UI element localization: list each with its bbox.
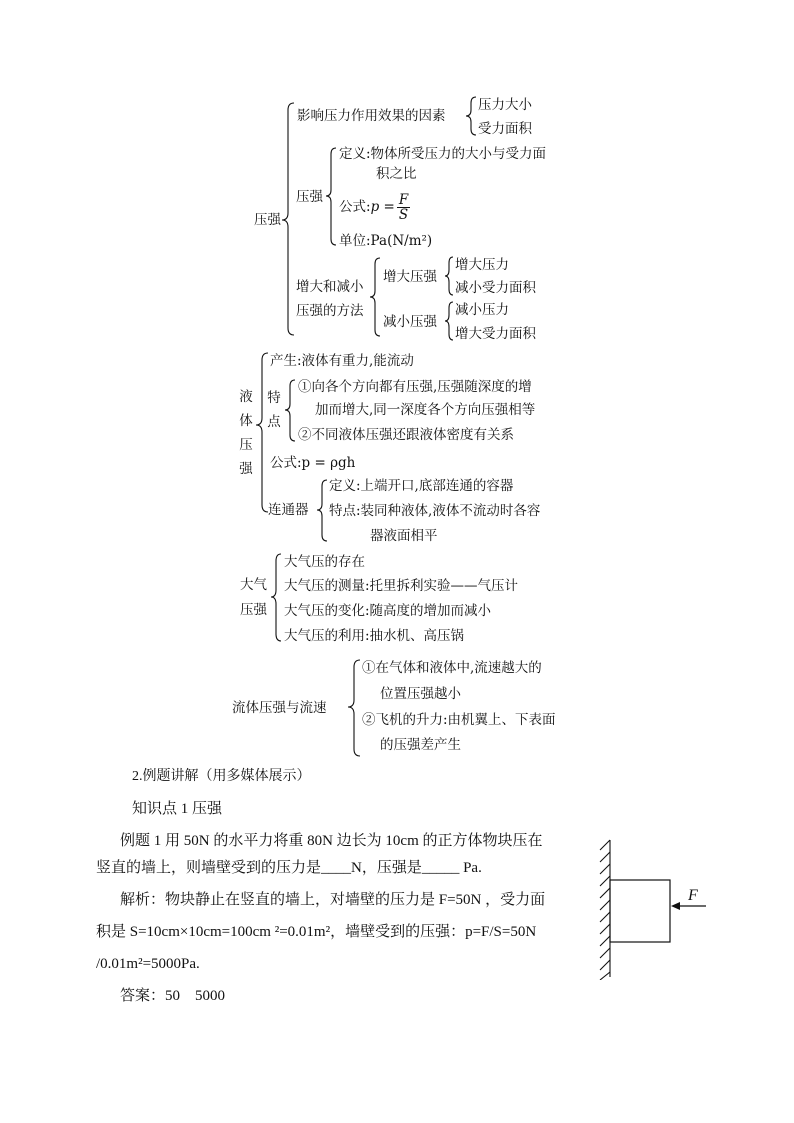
brace-fluid	[348, 660, 360, 756]
liquid-root-char: 体	[239, 413, 253, 429]
fluid-item-1: ①在气体和液体中,流速越大的	[362, 660, 542, 676]
example-question-line: 例题 1 用 50N 的水平力将重 80N 边长为 10cm 的正方体物块压在	[120, 833, 543, 849]
method-item: 减小压力	[455, 302, 509, 318]
force-label: F	[688, 887, 698, 904]
analysis-line: /0.01m²=5000Pa.	[96, 956, 200, 972]
factor-item: 受力面积	[478, 121, 532, 137]
answer-line: 答案：50 5000	[120, 988, 226, 1004]
brace-increase	[445, 257, 453, 295]
brace-features	[285, 380, 295, 441]
brace-atmosphere	[271, 554, 281, 641]
formula-label: 公式:	[339, 199, 371, 215]
pressure-root-label: 压强	[254, 212, 281, 228]
method-item: 减小受力面积	[455, 280, 536, 296]
brace-factors	[466, 97, 476, 135]
formula-p: p =	[370, 199, 395, 215]
liquid-feature-1: ①向各个方向都有压强,压强随深度的增	[298, 379, 532, 395]
methods-label: 压强的方法	[296, 303, 364, 319]
fluid-root-label: 流体压强与流速	[232, 700, 327, 716]
unit-line: 单位:Pa(N/m²)	[339, 233, 433, 249]
features-label	[266, 386, 282, 434]
example-question-line: 竖直的墙上，则墙壁受到的压力是____N，压强是_____ Pa.	[96, 860, 482, 876]
features-char: 特	[267, 390, 281, 406]
atmosphere-item: 大气压的测量:托里拆利实验——气压计	[284, 578, 519, 594]
definition-line: 定义:物体所受压力的大小与受力面	[339, 146, 547, 162]
brace-pressure-sub	[326, 148, 336, 245]
factors-label: 影响压力作用效果的因素	[297, 108, 446, 124]
atmosphere-item: 大气压的存在	[284, 554, 365, 570]
liquid-root-char: 液	[239, 389, 253, 405]
wall-hatching	[600, 840, 610, 980]
liquid-origin: 产生:液体有重力,能流动	[270, 353, 414, 369]
analysis-line: 解析：物块静止在竖直的墙上，对墙壁的压力是 F=50N ，受力面	[120, 892, 546, 908]
liquid-root-char: 压	[239, 437, 253, 453]
connector-feature: 特点:装同种液体,液体不流动时各容	[329, 503, 541, 519]
connector-feature-cont: 器液面相平	[370, 528, 438, 544]
increase-label: 增大压强	[383, 269, 437, 285]
liquid-root-label	[238, 385, 254, 481]
definition-line: 积之比	[376, 166, 417, 182]
method-item: 增大受力面积	[455, 326, 536, 342]
fluid-item-2-cont: 的压强差产生	[380, 737, 461, 753]
pressure-sub-label: 压强	[296, 189, 323, 205]
analysis-line: 积是 S=10cm×10cm=100cm ²=0.01m²，墙壁受到的压强：p=F/S=50N	[96, 924, 537, 940]
brace-decrease	[445, 302, 453, 340]
liquid-formula: 公式:p = ρgh	[270, 455, 356, 471]
formula-line	[339, 190, 410, 224]
brace-methods	[370, 258, 380, 336]
formula-numerator: F	[398, 192, 409, 208]
section-heading: 2.例题讲解（用多媒体展示）	[132, 769, 311, 784]
liquid-root-char: 强	[239, 461, 253, 477]
atmosphere-item: 大气压的利用:抽水机、高压锅	[284, 628, 465, 644]
wall-block-figure	[598, 838, 714, 980]
methods-label: 增大和减小	[296, 279, 364, 295]
cube-block	[610, 880, 670, 942]
liquid-feature-2: ②不同液体压强还跟液体密度有关系	[298, 427, 514, 443]
factor-item: 压力大小	[478, 97, 532, 113]
fluid-item-1-cont: 位置压强越小	[380, 686, 461, 702]
brace-pressure-root	[282, 103, 294, 335]
fluid-item-2: ②飞机的升力:由机翼上、下表面	[362, 712, 556, 728]
atmosphere-root-label: 大气	[240, 577, 267, 593]
liquid-feature-1-cont: 加而增大,同一深度各个方向压强相等	[315, 402, 536, 418]
features-char: 点	[267, 414, 281, 430]
brace-connector	[317, 480, 327, 541]
formula-denominator: S	[398, 207, 409, 223]
formula-fraction	[397, 193, 410, 222]
method-item: 增大压力	[455, 257, 509, 273]
knowledge-point-heading: 知识点 1 压强	[132, 801, 223, 817]
decrease-label: 减小压强	[383, 314, 437, 330]
connector-label: 连通器	[268, 502, 309, 518]
connector-definition: 定义:上端开口,底部连通的容器	[329, 478, 514, 494]
atmosphere-item: 大气压的变化:随高度的增加而减小	[284, 603, 492, 619]
atmosphere-root-label: 压强	[240, 602, 267, 618]
